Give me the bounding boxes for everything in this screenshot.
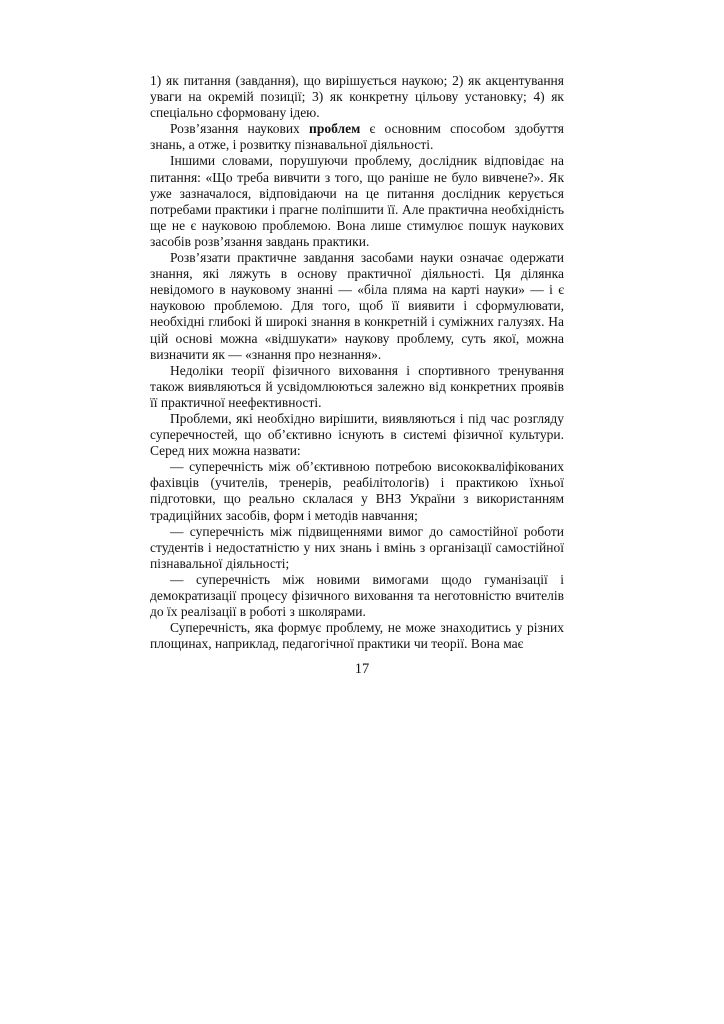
body-text xyxy=(150,73,564,652)
paragraph-contradictions-intro: Проблеми, які необхідно вирішити, виявляються і під час розгляду суперечностей, що об’єктивно існують в системі фізичної культури. Серед них можна назвати: xyxy=(150,410,564,459)
paragraph-problem-solving xyxy=(150,121,564,153)
paragraph-researcher-question: Іншими словами, порушуючи проблему, дослідник відповідає на питання: «Що треба вивчити з того, що раніше не було вивчене?». Як уже зазначалося, відповідаючи на це питання дослідник керується потребами практики і прагне поліпшити її. Але практична необхідність ще не є науковою проблемою. Вона лише стимулює пошук наукових засобів розв’язання завдань практики. xyxy=(150,153,564,249)
paragraph-contradiction-planes: Суперечність, яка формує проблему, не може знаходитись у різних площинах, наприклад, педагогічної практики чи теорії. Вона має xyxy=(150,620,564,652)
paragraph-practical-task: Розв’язати практичне завдання засобами науки означає одержати знання, які ляжуть в основу практичної діяльності. Ця ділянка невідомого в науковому знанні — «біла пляма на карті науки» — і є науковою проблемою. Для того, щоб її виявити і сформулювати, необхідні глибокі й широкі знання в конкретній і суміжних галузях. На цій основі можна «відшукати» наукову проблему, суть якої, можна визначити як — «знання про незнання». xyxy=(150,250,564,362)
list-item-contradiction-3: — суперечність між новими вимогами щодо гуманізації і демократизації процесу фізичного виховання та неготовністю вчителів до їх реалізації в роботі з школярами. xyxy=(150,571,564,620)
bold-term-problem: проблем xyxy=(309,121,361,137)
paragraph-problem-forms: 1) як питання (завдання), що вирішується наукою; 2) як акцентування уваги на окремій позиції; 3) як конкретну цільову установку; 4) як спеціально сформовану ідею. xyxy=(150,73,564,121)
page-number: 17 xyxy=(354,661,370,677)
paragraph-theory-drawbacks: Недоліки теорії фізичного виховання і спортивного тренування також виявляються й усвідомлюються залежно від конкретних проявів її практичної неефективності. xyxy=(150,362,564,410)
paragraph-problem-solving-end: є основним способом здобуття знань, а отже, і розвитку пізнавальної діяльності. xyxy=(150,121,564,153)
list-item-contradiction-1: — суперечність між об’єктивною потребою висококваліфікованих фахівців (учителів, тренерів, реабілітологів) і практикою їхньої підготовки, що реально склалася у ВНЗ України з використанням традиційних засобів, форм і методів навчання; xyxy=(150,459,564,523)
list-item-contradiction-2: — суперечність між підвищеннями вимог до самостійної роботи студентів і недостатністю у них знань і вмінь з організації самостійної пізнавальної діяльності; xyxy=(150,523,564,571)
paragraph-problem-solving-start: Розв’язання наукових xyxy=(170,121,310,137)
